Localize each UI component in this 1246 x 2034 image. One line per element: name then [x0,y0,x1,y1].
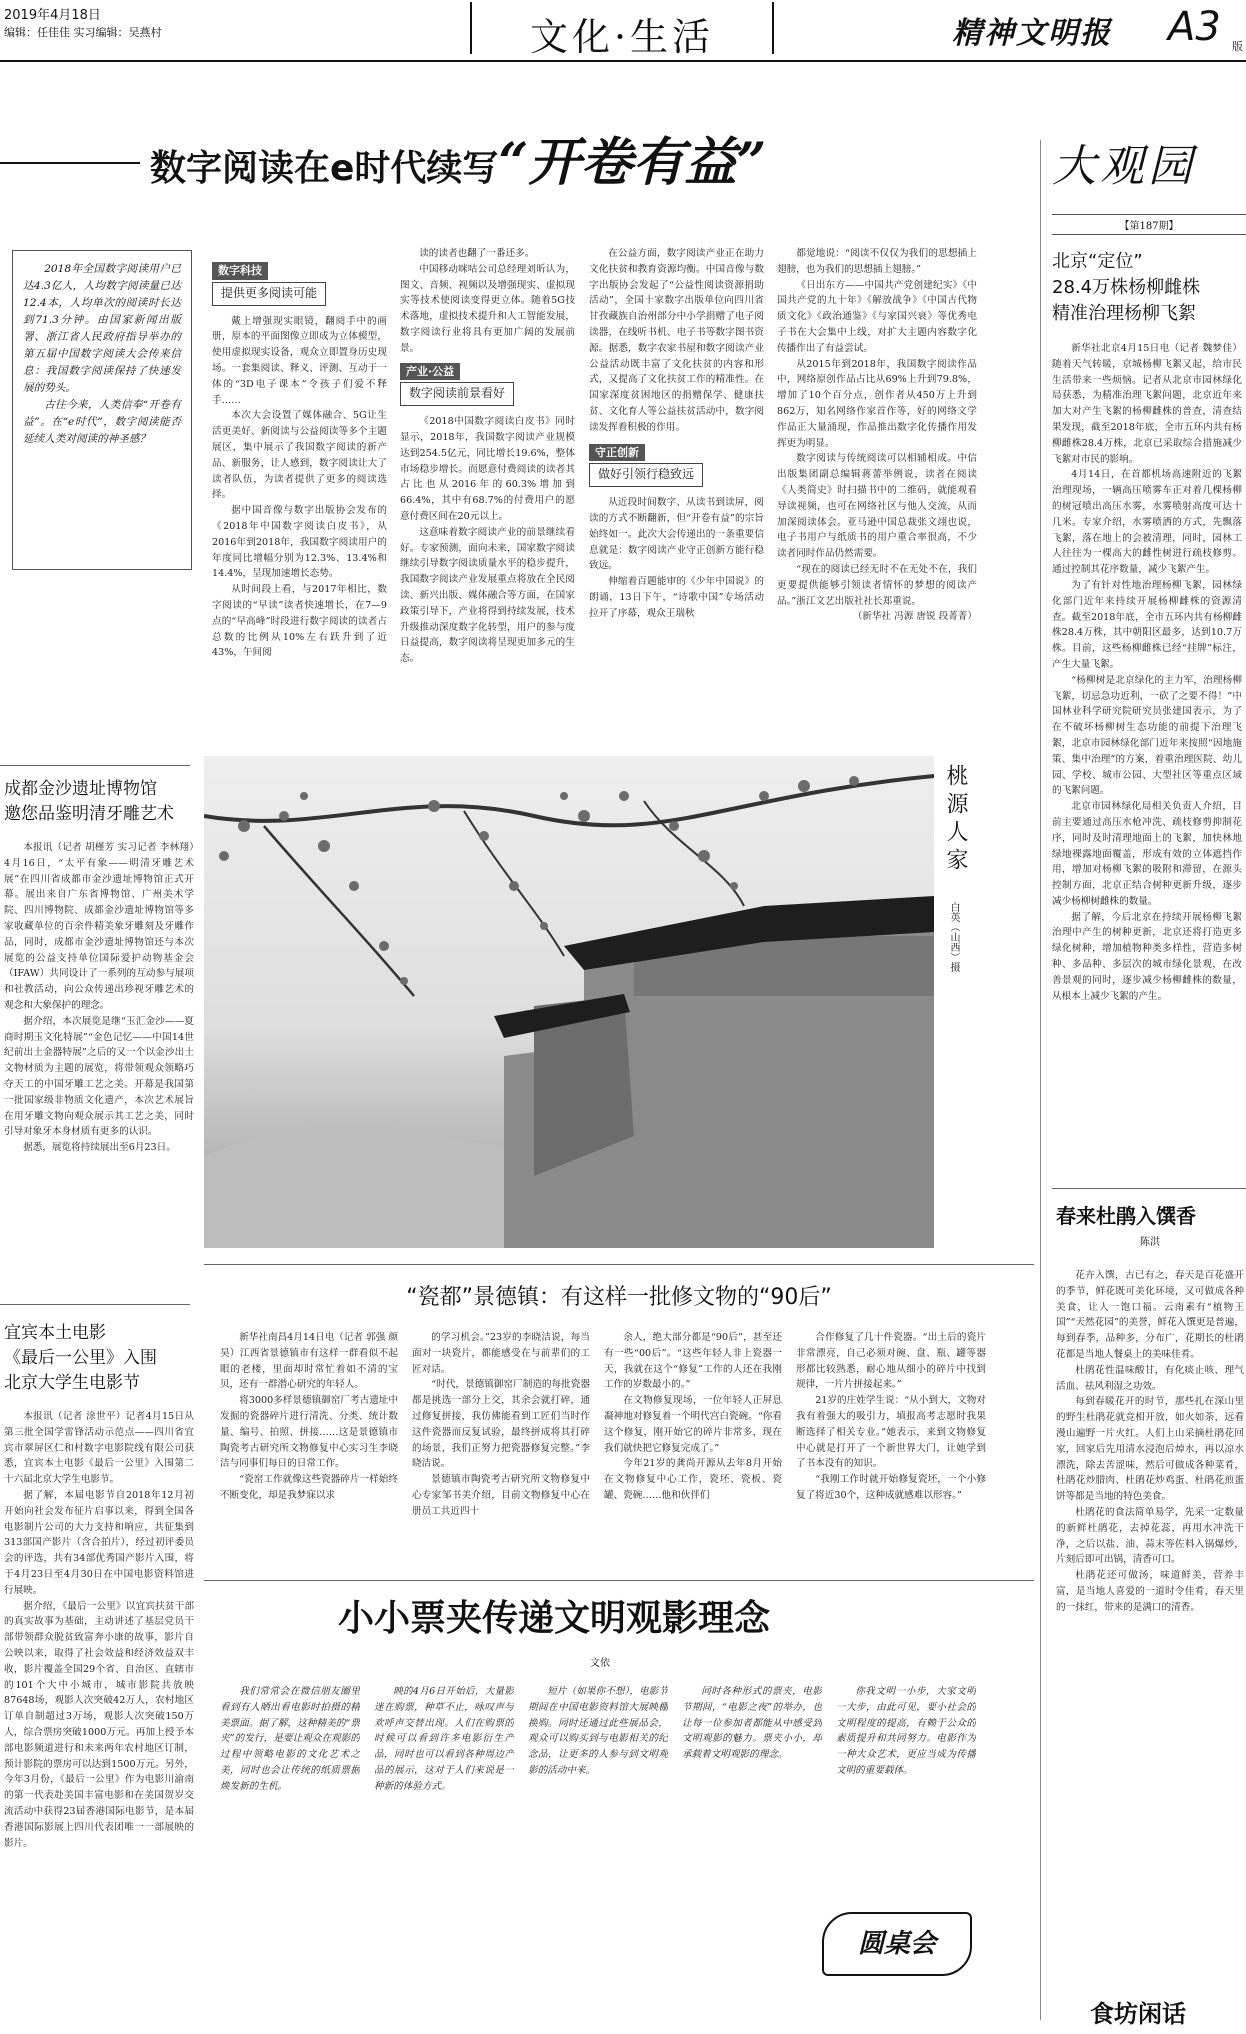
header-rule [0,60,1246,62]
ticket-column-logo: 圆桌会 [857,1929,936,1959]
issue-date: 2019年4月18日 [4,8,101,23]
daguan-logo: 大观园 [1052,141,1196,192]
lead-summary-box [12,250,192,570]
lead-column-3 [589,246,764,718]
film-headline-3: 北京大学生电影节 [4,1373,140,1393]
jinsha-article [4,774,194,1308]
lead-col1-p2: 本次大会设置了媒体融合、5G让生活更美好、新阅读与公益阅读等多个主题展区，集中展示了我国数字阅读的新产品、新服务，让人感到，数字阅读让大了读者队伍，为读者提供了更多的阅读选择。 [212,410,387,501]
lead-summary-p1: 2018年全国数字阅读用户已达4.3亿人，人均数字阅读量已达12.4本，人均单次的阅读时长达到71.3分钟。由国家新闻出版署、浙江省人民政府指导举办的第五届中国数字阅读大会传来信息：我国数字阅读保持了快速发展的势头。 [23,263,181,394]
jingdezhen-col2-p3: 景德镇市陶瓷考古研究所文物修复中心专家邹书美介绍，目前文物修复中心在册员工共近四十 [412,1474,590,1517]
lead-tag-1: 数字科技 [212,262,268,280]
daguan-issue: 【第187期】 [1052,214,1246,235]
lead-tag-3-subtitle: 做好引领行稳致远 [589,463,703,487]
ticket-col1-text: 我们常常会在微信朋友圈里看到有人晒出看电影时拍摄的精美票面。据了解，这种精美的“票夹”的发行，是要让观众在观影的过程中领略电影的文化艺术之美，同时也会让传统的纸质票据焕发新的生机。 [220,1686,360,1792]
lead-col4-p4: 数字阅读与传统阅读可以相辅相成。中信出版集团副总编辑蒋蕾举例说，读者在阅读《人类简史》时扫描书中的二维码，就能观看导读视频，也可在网络社区与他人交流，从而加深阅读体会。亚马逊中国总裁张文翊也说，电子书用户与纸质书的用户重合率很高，不少读者同时作品仍然需要。 [777,453,977,560]
taoyuan-credit: 白英（山西）摄 [948,902,959,972]
spring-p3: 每到春暖花开的时节，那些扎在深山里的野生杜鹃花就竞相开放，如火如荼，远看漫山遍野一片火红。人们上山采摘杜鹃花回家，回家后先用清水浸泡后焯水，再以凉水漂洗，除去苦涩味，然后可做成各种菜肴，杜鹃花炒腊肉、杜鹃花炒鸡蛋、杜鹃花煎蛋饼等都是当地的特色美食。 [1056,1396,1244,1503]
left-column-rule-2 [0,1304,190,1305]
lead-col3-p3: 伸缩着百题能审的《少年中国说》的朗诵，13日下午，“诗歌中国”专场活动拉开了序幕，观众王瑞秋 [589,576,764,619]
daguan-body [1052,341,1242,1181]
daguan-p1: 新华社北京4月15日电（记者 魏梦佳）随着天气转暖，京城杨柳飞絮又起，给市民生活带来一些烦恼。记者从北京市园林绿化局获悉，为精准治理飞絮问题，北京近年来加大对产生飞絮的杨柳雌株的普查，清查结果发现，截至2018年底，全市五环内共有杨柳雌株28.4万株，北京已采取综合措施减少飞絮对市民的影响。 [1052,343,1242,465]
lead-col2-p4: 这意味着数字阅读产业的前景继续看好。专家预测，面向未来，国家数字阅读继续引导数字阅读质量水平的稳步提升，我国数字阅读产业发展重点将放在全民阅读、新兴出版、媒体融合等方面，在国家政策引导下，产业将得到持续发展，技术升级推动深度数字化转型，用户的参与度日益提高，数字阅读将呈现更加多元的生态。 [400,526,575,665]
lead-tag-3: 守正创新 [589,444,645,462]
ticket-column-5 [836,1684,976,1904]
jingdezhen-col4-p1: 合作修复了几十件瓷器。“出土后的瓷片非常漂亮，自己必须对碗、盘、瓶、罐等器形都比较熟悉，耐心地从细小的碎片中找到规律，一片片拼接起来。” [796,1332,986,1391]
lead-headline-rule [0,162,140,164]
jingdezhen-col1-p2: 将3000多样景德镇御窑厂考古遗址中发掘的瓷器碎片进行清洗、分类、统计数量、编号、拍照、拼接……这是景德镇市陶瓷考古研究所文物修复中心实习生李晓洁与同事们每日的日常工作。 [220,1395,398,1470]
jinsha-headline-2: 邀您品鉴明清牙雕艺术 [4,804,174,824]
daguan-p5: 北京市园林绿化局相关负责人介绍，目前主要通过高压水枪冲洗、疏枝修剪抑制花序，同时及时清理地面上的飞絮，加快林地绿地裸露地面覆盖，形成有效的立体遮挡作用，增加对杨柳飞絮的吸附和滞留，在源头控制方面，北京正结合树种更新升级，逐步减少杨柳树雌株的数量。 [1052,801,1242,907]
lead-col4-p1: 都觉地说：“阅读不仅仅为我们的思想插上翅膀，也为我们的思想插上翅膀。” [777,248,977,275]
ticket-top-rule [204,1580,1034,1581]
vertical-divider-right [1040,140,1041,2020]
film-p2: 据了解，本届电影节自2018年12月初开始向社会发布征片启事以来，得到全国各电影制片公司的大力支持和响应，共征集到313部国产影片（含合拍片），经过初评委员会的评选，共有34部优秀国产影片入围，将于4月23日至4月30日在中国电影资料馆进行展映。 [4,1489,194,1596]
jingdezhen-column-3 [604,1330,782,1565]
lead-col1-p4: 从时间段上看，与2017年相比，数字阅读的“早读”读者快速增长，在7—9点的“早高峰”时段进行数字阅读的读者占总数的比例从10%左右跃升到了近43%，午间阅 [212,584,387,659]
jingdezhen-col2-p1: 的学习机会。”23岁的李晓洁说，每当面对一块瓷片，都能感受在与前辈们的工匠对话。 [412,1332,590,1375]
jingdezhen-col4-p3: “我刚工作时就开始修复瓷坯，一个小修复了将近30个，这种成就感难以形容。” [796,1474,986,1501]
lead-col4-credit: （新华社 冯源 唐锐 段菁菁） [852,611,977,623]
film-p1: 本报讯（记者 涂世平）记者4月15日从第三批全国学雷锋活动示范点——四川省宜宾市翠屏区仁和村数字电影院线有限公司获悉，宜宾本土电影《最后一公里》入围第二十六届北京大学生电影节。 [4,1411,194,1486]
taoyuan-title: 桃源人家 [943,764,968,876]
jingdezhen-col4-p2: 21岁的庄姓学生说：“从小到大，文物对我有着强大的吸引力，填报高考志愿时我果断选择了相关专业。”她表示，来到文物修复中心就是打开了一个新世界大门，让她学到了书本没有的知识。 [796,1395,986,1470]
jingdezhen-col3-p3: 今年21岁的龚尚开源从去年8月开始在文物修复中心工作，瓷坯、瓷板、瓷罐、瓷碗……他和伙伴们 [604,1458,782,1501]
ticket-column-3 [528,1684,668,2014]
daguan-p4: “杨柳树是北京绿化的主力军，治理杨柳飞絮，切忌急功近利，一砍了之要不得！”中国林业科学研究院研究员张建国表示，为了在不破坏杨柳树生态功能的前提下治理飞絮，北京市园林绿化部门近年来按照“因地施策、集中治理”的方案，着重治理医院、幼儿园、学校、城市公园、大型社区等重点区域的飞絮问题。 [1052,674,1242,797]
taoyuan-photo [204,756,934,1248]
spring-p1: 花卉入馔，古已有之，春天是百花盛开的季节，鲜花既可美化环境，又可做成各种美食，让人一饱口福。云南素有“植物王国”“天然花园”的美誉，鲜花入馔更是普遍，每到春季，品种多，分布广，花期长的杜鹃花都是当地人餐桌上的美味佳肴。 [1056,1270,1244,1360]
jingdezhen-col1-p1: 新华社南昌4月14日电（记者 郭强 颜昊）江西省景德镇市有这样一群看似不起眼的老楼，里面却时常忙着如不清的宝贝，还有一群潜心研究的年轻人。 [220,1332,398,1391]
jinsha-p1: 本报讯（记者 胡槿芳 实习记者 李林翔）4月16日，“太平有象——明清牙雕艺术展”在四川省成都市金沙遗址博物馆正式开幕。展出来自广东省博物馆、广州美术学院、四川博物院、成都金沙遗址博物馆等多家收藏单位的百余件精美象牙雕刻及牙雕作品，同时，成都市金沙遗址博物馆还与本次展览的公益支持单位国际爱护动物基金会（IFAW）共同设计了一系列的互动参与展项和社教活动，向公众传递出珍视牙雕艺术的观念和大象保护的理念。 [4,842,194,1011]
masthead [0,0,1246,62]
ticket-column-logo-box [822,1912,972,1976]
ticket-col4-text: 同时各种形式的票夹，电影节期间，“电影之夜”的举办，也让每一位参加者都能从中感受到文明观影的魅力。票夹小小，却承载着文明观影的理念。 [682,1686,822,1761]
spring-column-logo: 食坊闲话 [1090,1999,1186,2028]
taoyuan-photo-image [204,756,934,1248]
taoyuan-caption [940,764,976,972]
jingdezhen-column-2 [412,1330,590,1565]
ticket-column-2 [374,1684,514,2014]
jingdezhen-top-rule [204,1264,1034,1265]
lead-headline-main: 数字阅读在e时代续写 [150,148,499,189]
daguan-headline-2: 28.4万株杨柳雌株 [1052,277,1201,298]
jingdezhen-col3-p2: 在文物修复现场，一位年轻人正屏息凝神地对修复着一个明代宫白瓷碗。“你看这个修复，刚开始它的碎片非常多，现在我们就快把它修复完成了。” [604,1395,782,1454]
ticket-column-1 [220,1684,360,2014]
ticket-col5-text: 你我文明一小步，大家文明一大步，由此可见，要小社会的文明程度的提高，有赖于公众的素质提升和共同努力。电影作为一种大众艺术，更应当成为传播文明的重要载体。 [836,1686,976,1776]
jingdezhen-headline: “瓷都”景德镇：有这样一批修文物的“90后” [406,1285,832,1310]
lead-column-1 [212,262,387,718]
lead-col1-p3: 据中国音像与数字出版协会发布的《2018年中国数字阅读白皮书》，从2016年到2018年，我国数字阅读用户的年度同比增幅分别为12.3%、13.4%和14.4%，呈现加速增长态势。 [212,505,387,580]
spring-byline: 陈洪 [1140,1237,1160,1248]
jingdezhen-col2-p2: “时代，景德镇御窑厂制造的每批瓷器都是挑选一部分上交，其余会就打碎，通过修复拼接，我仿佛能看到工匠们当时作这件瓷器而反复试验，最终拼成将其打碎的场景，我们正努力把瓷器修复完整。”李晓洁说。 [412,1379,590,1470]
spring-headline: 春来杜鹃入馔香 [1056,1204,1196,1228]
jinsha-p2: 据介绍，本次展览是继“玉汇金沙——夏商时期玉文化特展”“金色记忆——中国14世纪前出土金器特展”之后的又一个以金沙出土文物材质为主题的展览，将带领观众领略巧夺天工的中国牙雕工艺之美。开幕是我国第一批国家级非物质文化遗产，本次艺术展旨在用牙雕文物向观众展示其工艺之美，同时引导对象牙本身材质有更多的认识。 [4,1015,194,1138]
lead-col4-p3: 从2015年到2018年，我国数字阅读作品中，网络原创作品占比从69%上升到79.8%，增加了10个百分点，创作者从450万上升到862万，知名网络作家首作等，好的网络文学作品正大量涌现，作品推出数字化传播作用发挥更为明显。 [777,358,977,449]
lead-col3-p1: 在公益方面，数字阅读产业正在助力文化扶贫和教育资源均衡。中国音像与数字出版协会发起了“公益性阅读资源捐助活动”，全国十家数字出版单位向四川省甘孜藏族自治州部分中小学捐赠了电子阅读器，在线听书机、电子书等数字图书资源。据悉，数字农家书屋和数字阅读产业公益活动既丰富了文化扶贫的内容和形式，又提高了文化扶贫工作的精准性。在国家深度贫困地区的捐赠保学、健康扶贫、文化育人等公益扶贫活动中，数字阅读发挥着积极的作用。 [589,248,764,433]
jinsha-p3: 据悉，展览将持续展出至6月23日。 [23,1142,176,1154]
lead-col2-p1: 读的读者也翻了一番还多。 [419,248,535,259]
jinsha-body [4,840,194,1308]
jingdezhen-column-4 [796,1330,986,1565]
spring-p2: 杜鹃花性温味酸甘，有化痰止咳、理气活血、祛风利湿之功效。 [1056,1364,1244,1392]
left-column-rule-1 [0,765,190,766]
lead-column-4 [777,246,977,718]
lead-col2-p3: 《2018中国数字阅读白皮书》同时显示，2018年，我国数字阅读产业规模达到254.5亿元，同比增长19.6%，整体市场稳步增长。而愿意付费阅读的读者其占比也从2016年的60.3%增加到66.4%，其中有68.7%的付费用户的愿意付费区间在20元以上。 [400,416,575,522]
spring-top-rule [1052,1188,1246,1189]
daguan-p3: 为了有针对性地治理杨柳飞絮，园林绿化部门近年来持续开展杨柳雌株的资源清查。截至2018年底，全市五环内共有杨柳雌株28.4万株，其中朝阳区最多，达到10.7万株。目前，这些杨柳雌株已经“挂牌”标注，产生大量飞絮。 [1052,579,1242,670]
daguan-p2: 4月14日，在首都机场高速附近的飞絮治理现场，一辆高压喷雾车正对着几棵杨柳的树冠喷出高压水雾，水雾喷射高度可达十几米。专家介绍，水雾喷洒的方式，先飘落飞絮，落在地上的会被清理，同时，园林工人往往为一棵高大的雌性树进行疏枝修剪。通过控制其花序数量，减少飞絮产生。 [1052,469,1242,576]
film-headline-2: 《最后一公里》入围 [4,1348,157,1368]
daguan-headline-1: 北京“定位” [1052,251,1143,272]
jingdezhen-col1-p3: “瓷窑工作就像这些瓷器碎片一样始终不断变化，却是我梦寐以求 [220,1474,398,1501]
film-article [4,1318,194,2019]
ticket-column-4 [682,1684,822,2014]
daguan-p6: 据了解，今后北京在持续开展杨柳飞絮治理中产生的树种更新，北京还将打造更多绿化树种，增加植物种类多样性，营造多树种、多品种、多层次的城市绿化景观，在改善景观的同时，逐步减少杨柳雌株的数量，从根本上减少飞絮的产生。 [1052,911,1242,1002]
lead-tag-2: 产业·公益 [400,363,460,381]
jingdezhen-column-1 [220,1330,398,1565]
lead-col1-p1: 戴上增强现实眼镜，翻阅手中的画册，原本的平面图像立即成为立体模型，使用虚拟现实设备，观众立即置身历史现场。一套集阅读、释义、评测、互动于一体的“3D电子课本”令孩子们爱不释手…… [212,315,387,406]
lead-tag-1-subtitle: 提供更多阅读可能 [212,282,326,306]
jingdezhen-col3-p1: 余人，绝大部分都是“90后”，甚至还有一些“00后”。“这些年轻人非上瓷器一天，我就在这个“修复”工作的人还在我刚工作的岁数最小的。” [604,1332,782,1391]
film-p3: 据介绍，《最后一公里》以宜宾扶贫干部的真实故事为基础，主动讲述了基层党员干部带领群众脱贫致富奔小康的故事，影片自公映以来，取得了社会效益和经济效益双丰收，影片覆盖全国29个省、自治区、直辖市的101个大中小城市，城市影院共放映87648场，观影人次突破42万人，农村地区订单自制超过3万场，观影人次突破150万人，综合票房突破1000万元。再加上授予本部电影频道进行和未来两年农村地区订制，预计影院的票房可以达到1500万元。另外，今年3月份，《最后一公里》作为电影川渝南的第一代表赴美国丰富电影和在美国贺岁交流活动中获得23届香港国际电影节，是本届香港国际影展上四川代表团唯一一部展映的影片。 [4,1600,194,1849]
lead-col3-p2: 从近段时间数字、从读书到读屏，阅读的方式不断翻新，但“开卷有益”的宗旨始终如一。此次大会传递出的一条重要信息就是：数字阅读产业守正创新方能行稳致远。 [589,497,764,572]
paper-name-logo: 精神文明报 [952,16,1112,51]
ticket-byline: 文依 [590,1658,610,1669]
lead-headline [150,120,990,195]
lead-col4-p2: 《日出东方——中国共产党创建纪实》《中国共产党的九十年》《解放战争》《中国古代物质文化》《政治通鉴》《与家国兴衰》等优秀电子书在大会集中上线，对扩大主题内容数字化传播作出了有益尝试。 [777,279,977,354]
spring-p5: 杜鹃花还可做汤，味道鲜美，营养丰富，是当地人喜爱的一道时令佳肴，春天里的一抹红，带来的是满口的清香。 [1056,1570,1244,1613]
lead-col4-p5: “现在的阅读已经无时不在无处不在，我们更要提供能够引领读者情怀的梦想的阅读产品。”浙江文艺出版社社长郑重说。 [777,563,977,607]
lead-col2-p2: 中国移动咪咕公司总经理刘昕认为，图文、音频、视频以及增强现实、虚拟现实等技术使阅读变得更立体。随着5G技术落地，虚拟技术提升和人工智能发展，数字阅读行业将具有更加广阔的发展前景。 [400,263,575,354]
ticket-col3-text: 短片（如果你不想），电影节期间在中国电影资料馆大展映棚换购。同时还通过此些展品会，观众可以购买到与电影相关的纪念品，让更多的人参与到文明观影的活动中来。 [528,1686,668,1776]
editor-credit: 编辑：任佳佳 实习编辑：吴燕村 [4,26,162,39]
lead-tag-2-subtitle: 数字阅读前景看好 [400,382,514,406]
daguan-headline-3: 精准治理杨柳飞絮 [1052,303,1196,324]
ticket-headline: 小小票夹传递文明观影理念 [337,1598,770,1639]
ticket-col2-text: 映的4月6日开始后，大量影迷在购票，种草不止，咏叹声与欢呼声交替出现。人们在购票的时候可以看到许多电影衍生产品，同时也可以看到各种周边产品的展示，这对于人们来说是一种新的体验方式。 [374,1686,514,1792]
spring-article [1056,1200,1244,1968]
lead-headline-quote: “开卷有益” [498,132,767,193]
page-suffix: 版 [1232,40,1243,53]
daguan-column [1052,130,1246,1181]
jinsha-headline-1: 成都金沙遗址博物馆 [4,779,157,799]
spring-p4: 杜鹃花的食法简单易学，先采一定数量的新鲜杜鹃花，去掉花蕊，再用水冲洗干净，之后以盐、油、蒜末等佐料入锅爆炒，片刻后即可出锅，清香可口。 [1056,1506,1244,1566]
lead-column-2 [400,246,575,718]
lead-summary-p2: 古往今来，人类信奉“开卷有益”。在“e时代”，数字阅读能否延续人类对阅读的神圣感？ [23,399,181,445]
page-number: A3 [1168,4,1221,50]
section-title: 文化·生活 [529,15,715,59]
spring-body [1056,1268,1244,1968]
film-headline-1: 宜宾本土电影 [4,1323,106,1343]
section-title-box [470,2,774,59]
film-body [4,1409,194,2019]
